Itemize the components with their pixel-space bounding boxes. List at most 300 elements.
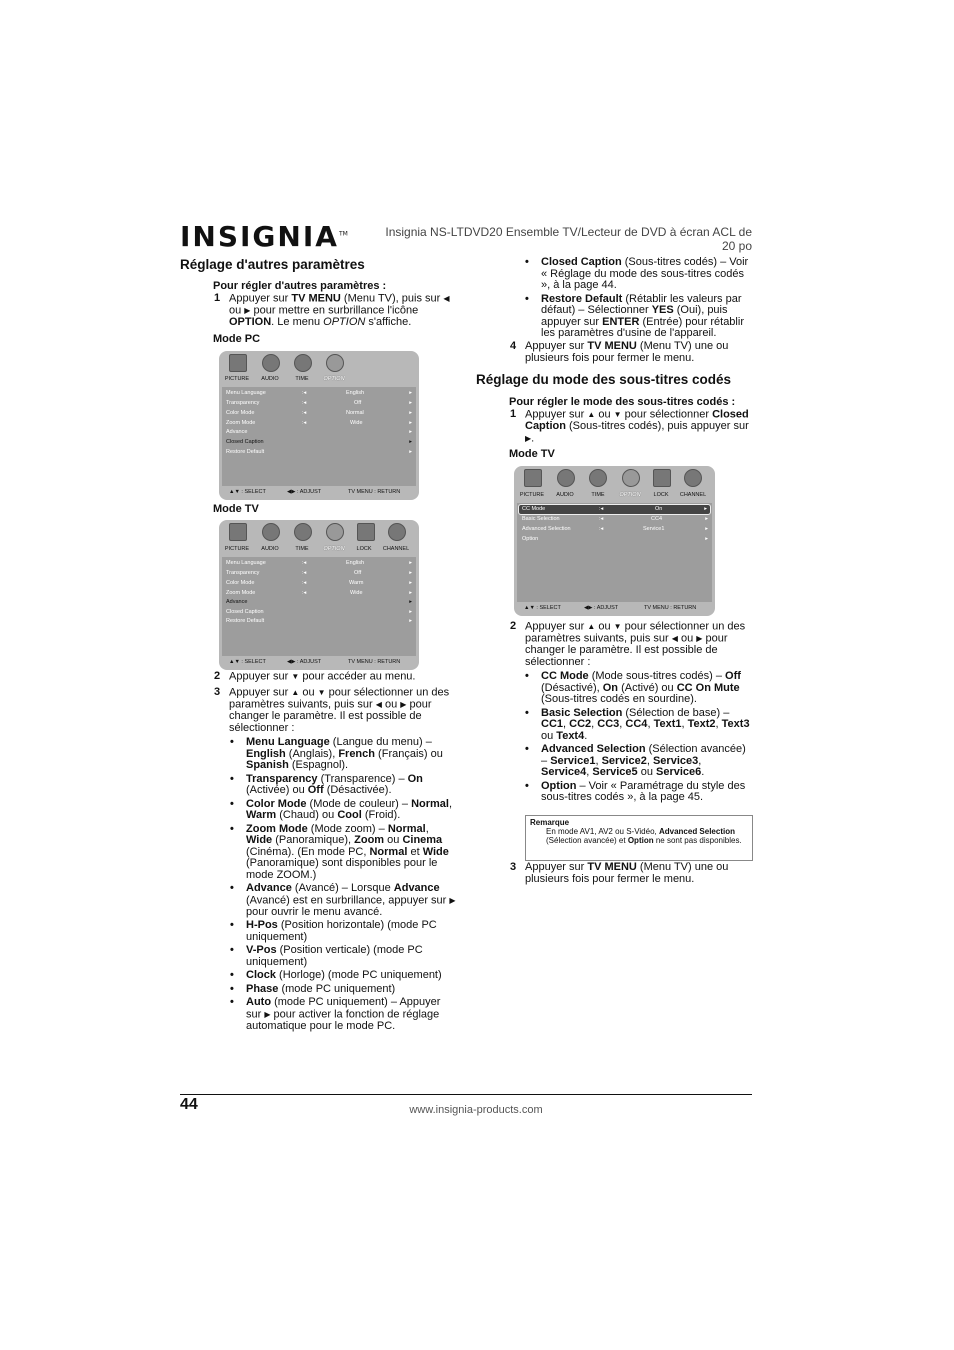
t: (Entrée) pour rétablir les paramètres d'usine de l'appareil. [541, 315, 744, 339]
osd-row: Restore Default ▸ [226, 618, 412, 624]
step-number: 1 [510, 408, 517, 420]
osd-row: Advanced Selection :◂ Service1 ▸ [522, 526, 708, 532]
t: (Désactivée). [323, 784, 392, 796]
t: ou [384, 834, 403, 846]
option-icon [622, 469, 640, 487]
list-item [246, 883, 458, 918]
t: Option [541, 779, 577, 792]
t: (Sous-titres codés en sourdine). [541, 693, 697, 705]
row-label: Restore Default [226, 449, 265, 455]
row-value: Warm [349, 580, 364, 586]
t: Service1 [550, 754, 596, 767]
osd-row: Closed Caption ▸ [226, 609, 412, 615]
t: Option [627, 836, 654, 845]
insignia-logo [180, 220, 348, 253]
t: Color Mode [246, 797, 307, 810]
page-header-title: Insignia NS-LTDVD20 Ensemble TV/Lecteur de DVD à écran ACL de 20 po [385, 225, 752, 253]
row-label: Closed Caption [226, 609, 264, 615]
list-item [541, 294, 751, 340]
t: , [715, 718, 722, 730]
t: Text1 [653, 718, 682, 730]
t: Appuyer sur [525, 340, 588, 352]
t: TV MENU [587, 861, 637, 873]
step-number: 3 [510, 861, 517, 873]
t: Basic Selection [541, 706, 623, 719]
t: OPTION [229, 316, 272, 329]
t: (Espagnol). [288, 759, 349, 771]
t: Appuyer sur [229, 670, 292, 683]
t: Phase [246, 982, 279, 995]
t: , [591, 718, 598, 730]
row-label: Transparency [226, 400, 260, 406]
osd-footer [219, 489, 419, 497]
step-number: 3 [214, 686, 221, 698]
t: , [698, 754, 702, 767]
list-item [541, 671, 751, 706]
t: pour activer la fonction de réglage automatique pour le mode PC. [246, 1008, 440, 1032]
t: et [407, 845, 423, 858]
t: , [595, 754, 602, 767]
footer-adjust: ◀▶ : ADJUST [584, 605, 619, 611]
t: ou [299, 686, 318, 699]
osd-row: Transparency :◂ Off ▸ [226, 570, 412, 576]
list-item [541, 257, 751, 292]
tab-time: TIME [295, 546, 309, 552]
osd-row: Menu Language :◂ English ▸ [226, 560, 412, 566]
osd-row: Option ▸ [522, 536, 708, 542]
t: ou [637, 766, 657, 778]
picture-icon [229, 523, 247, 541]
osd-menu-pc [219, 351, 419, 500]
tab-picture: PICTURE [224, 376, 250, 382]
time-icon [589, 469, 607, 487]
t: . Le menu [271, 316, 324, 329]
mode-pc-label: Mode PC [213, 333, 261, 345]
t: CC On Mute [676, 681, 740, 694]
list-item [246, 824, 458, 882]
t: , [448, 797, 453, 810]
t: ou [595, 620, 614, 633]
t: Text3 [721, 718, 750, 730]
t: Service3 [652, 754, 699, 767]
t: , [425, 822, 429, 835]
t: V-Pos [246, 944, 277, 957]
t: Normal [387, 822, 426, 835]
osd-footer [514, 605, 715, 613]
down-arrow-icon: ▼ [317, 688, 326, 697]
t: Zoom Mode [246, 822, 308, 835]
t: H-Pos [246, 919, 278, 932]
left-arrow-icon: ◀ [443, 294, 450, 303]
t: (Chaud) ou [276, 809, 338, 821]
tab-channel: CHANNEL [382, 546, 410, 552]
t: (Oui), puis appuyer sur [541, 304, 728, 328]
t: ou [677, 632, 697, 645]
t: ne sont pas disponibles. [653, 836, 742, 845]
t: , [619, 718, 626, 730]
picture-icon [229, 354, 247, 372]
t: Advance [246, 882, 292, 894]
footer-select: ▲▼ : SELECT [229, 659, 266, 665]
note-box [525, 815, 753, 861]
right-top-list [541, 257, 751, 342]
t: Wide [422, 845, 449, 858]
right-arrow-icon: ▶ [400, 700, 407, 710]
osd-tab-icons [219, 520, 419, 544]
t: (Sélection avancée) et [546, 836, 628, 845]
tab-picture: PICTURE [224, 546, 250, 552]
right-arrow-icon: ▶ [696, 634, 703, 644]
row-value: Wide [350, 420, 363, 426]
row-label: Color Mode [226, 410, 255, 416]
channel-icon [684, 469, 702, 487]
list-item [246, 984, 458, 996]
row-value: Off [354, 400, 362, 406]
t: Advanced Selection [658, 827, 735, 836]
row-label: Menu Language [226, 560, 266, 566]
t: (Rétablir les valeurs par défaut) – Sélectionner [541, 292, 742, 316]
t: TV MENU [291, 292, 341, 305]
list-item [246, 774, 458, 797]
audio-icon [262, 523, 280, 541]
tab-option: OPTION [323, 376, 345, 382]
t: Wide [246, 834, 273, 846]
t: Spanish [246, 759, 289, 771]
t: On [602, 681, 619, 694]
t: Appuyer sur [525, 861, 588, 873]
tab-option: OPTION [323, 546, 345, 552]
t: English [246, 747, 286, 760]
osd-row: Color Mode :◂ Warm ▸ [226, 580, 412, 586]
osd-row-selected: CC Mode :◂ On ▸ [519, 505, 710, 514]
tab-time: TIME [591, 492, 605, 498]
t: (Cinéma). (En mode PC, [246, 845, 370, 858]
down-arrow-icon: ▼ [613, 622, 622, 631]
t: (Activé) ou [618, 681, 677, 694]
row-label: Menu Language [226, 390, 266, 396]
right-arrow-icon: ▶ [449, 895, 456, 905]
t: Service2 [601, 754, 647, 767]
t: . [701, 766, 705, 778]
t: YES [651, 304, 674, 316]
audio-icon [557, 469, 575, 487]
list-item [246, 737, 458, 772]
t: Off [307, 784, 324, 796]
t: (Sous-titres codés), puis appuyer sur [565, 420, 749, 433]
option-icon [326, 523, 344, 541]
t: (Sélection de base) – [622, 706, 730, 719]
t: , [681, 718, 688, 730]
row-label: CC Mode [522, 506, 546, 512]
osd-row-selected: Advance ▸ [226, 599, 412, 605]
audio-icon [262, 354, 280, 372]
t: Restore Default [541, 292, 623, 305]
osd-row: Menu Language :◂ English ▸ [226, 390, 412, 396]
t: (Mode de couleur) – [306, 797, 412, 810]
lock-icon [653, 469, 671, 487]
t: pour changer le paramètre. Il est possible de sélectionner : [229, 698, 432, 734]
t: Normal [411, 797, 449, 810]
osd-row: Color Mode :◂ Normal ▸ [226, 410, 412, 416]
osd-row: Restore Default ▸ [226, 449, 412, 455]
t: Normal [369, 845, 408, 858]
t: (mode PC uniquement) [278, 982, 396, 995]
section-heading-other-settings: Réglage d'autres paramètres [180, 257, 365, 272]
t: Appuyer sur [525, 620, 588, 633]
row-value: Service1 [643, 526, 665, 532]
note-text [546, 827, 746, 845]
t: Text2 [687, 718, 716, 730]
osd-row: Advance ▸ [226, 429, 412, 435]
t: (Menu TV) une ou plusieurs fois pour fermer le menu. [525, 340, 729, 364]
footer-adjust: ◀▶ : ADJUST [287, 659, 322, 665]
t: (Panoramique) sont disponibles pour le mode ZOOM.) [246, 857, 438, 881]
t: Transparency [246, 772, 318, 785]
osd-footer [219, 659, 419, 667]
down-arrow-icon: ▼ [613, 410, 622, 419]
list-item [246, 945, 458, 968]
mode-tv-label: Mode TV [213, 503, 259, 515]
row-label: Zoom Mode [226, 420, 256, 426]
footer-return: TV MENU : RETURN [644, 605, 697, 611]
t: CC1 [541, 718, 564, 730]
t: Service4 [541, 766, 587, 778]
tab-audio: AUDIO [261, 546, 279, 552]
step-number: 2 [510, 620, 517, 632]
osd-row: Zoom Mode :◂ Wide ▸ [226, 420, 412, 426]
footer-select: ▲▼ : SELECT [229, 489, 266, 495]
osd-tab-icons [219, 351, 419, 375]
t: Closed Caption [525, 408, 749, 433]
t: Closed Caption [541, 256, 622, 268]
up-arrow-icon: ▲ [291, 688, 300, 697]
t: Auto [246, 996, 272, 1009]
subheading-other-settings: Pour régler d'autres paramètres : [213, 280, 387, 292]
row-value: On [655, 506, 663, 512]
t: (Avancé) est en surbrillance, appuyer sur [246, 894, 450, 907]
row-label: Transparency [226, 570, 260, 576]
tab-lock: LOCK [356, 546, 372, 552]
tab-audio: AUDIO [261, 376, 279, 382]
osd-tab-icons [514, 466, 715, 490]
t: pour sélectionner [621, 408, 713, 421]
row-label: Closed Caption [226, 439, 264, 445]
row-value: Off [354, 570, 362, 576]
list-item [246, 920, 458, 943]
t: , [586, 766, 593, 778]
t: (Français) ou [375, 747, 443, 760]
row-label: Zoom Mode [226, 590, 256, 596]
t: ou [229, 304, 245, 317]
t: Warm [246, 809, 277, 821]
t: (Panoramique), [272, 834, 355, 846]
row-value: Normal [346, 410, 364, 416]
t: On [407, 772, 423, 785]
t: OPTION [323, 316, 366, 329]
step-number: 4 [510, 340, 517, 352]
left-arrow-icon: ◀ [375, 700, 382, 710]
t: Menu Language [246, 736, 330, 748]
list-item [246, 799, 458, 822]
t: (Langue du menu) – [329, 736, 432, 748]
t: ENTER [602, 315, 640, 328]
list-item [246, 997, 458, 1032]
row-label: Advance [226, 599, 248, 605]
list-item [541, 708, 751, 743]
t: , [647, 718, 654, 730]
osd-panel [222, 387, 416, 486]
t: CC3 [597, 718, 620, 730]
step-number: 2 [214, 670, 221, 682]
right-step-4 [510, 340, 751, 364]
t: Service6 [656, 766, 702, 778]
t: s'affiche. [365, 316, 412, 329]
t: (Anglais), [285, 747, 339, 760]
list-item [541, 744, 751, 779]
osd-menu-closed-caption [514, 466, 715, 616]
right-step-3 [510, 861, 751, 885]
t: , [563, 718, 570, 730]
footer-rule [180, 1094, 752, 1095]
t: Off [725, 670, 741, 682]
t: (Horloge) (mode PC uniquement) [275, 969, 442, 982]
t: ou [595, 408, 614, 421]
t: Appuyer sur [229, 686, 292, 699]
subheading-closed-caption: Pour régler le mode des sous-titres codés : [509, 396, 736, 408]
t: TV MENU [587, 340, 637, 352]
t: CC2 [569, 718, 592, 730]
footer-select: ▲▼ : SELECT [524, 605, 561, 611]
list-item [541, 781, 751, 804]
t: Clock [246, 969, 276, 982]
tab-picture: PICTURE [519, 492, 545, 498]
t: (Mode sous-titres codés) – [588, 670, 726, 682]
row-label: Advanced Selection [522, 526, 571, 532]
right-cc-list [541, 671, 751, 806]
t: Zoom [354, 834, 385, 846]
t: En mode AV1, AV2 ou S-Vidéo, [546, 827, 659, 836]
t: (Désactivé), [541, 681, 603, 694]
page-number: 44 [180, 1096, 198, 1113]
time-icon [294, 523, 312, 541]
t: pour sélectionner un des paramètres suivants, puis sur [229, 686, 450, 711]
t: pour changer le paramètre. Il est possible de sélectionner : [525, 632, 728, 668]
osd-row-selected: Closed Caption ▸ [226, 439, 412, 445]
t: (mode PC uniquement) – Appuyer sur [246, 996, 441, 1021]
section-heading-closed-caption: Réglage du mode des sous-titres codés [476, 372, 732, 387]
t: – Voir « Paramétrage du style des sous-titres codés », à la page 45. [541, 779, 746, 803]
t: , [646, 754, 653, 767]
t: French [338, 747, 375, 760]
right-arrow-icon: ▶ [264, 1009, 271, 1019]
row-label: Basic Selection [522, 516, 560, 522]
up-arrow-icon: ▲ [587, 622, 596, 631]
t: Advanced Selection [541, 743, 646, 755]
t: (Activée) ou [246, 784, 308, 796]
option-icon [326, 354, 344, 372]
t: (Position horizontale) (mode PC uniquement) [246, 919, 437, 943]
left-step-3 [214, 686, 457, 734]
lock-icon [357, 523, 375, 541]
channel-icon [388, 523, 406, 541]
left-settings-list [246, 737, 458, 1034]
t: Service5 [592, 766, 638, 778]
osd-menu-tv [219, 520, 419, 670]
footer-return: TV MENU : RETURN [348, 489, 401, 495]
footer-url: www.insignia-products.com [409, 1104, 543, 1116]
picture-icon [524, 469, 542, 487]
osd-panel [517, 503, 712, 602]
right-mode-tv-label: Mode TV [509, 448, 555, 460]
tab-channel: CHANNEL [679, 492, 707, 498]
t: pour accéder au menu. [299, 670, 416, 683]
logo-text: INSIGNIA [180, 220, 339, 253]
footer-adjust: ◀▶ : ADJUST [287, 489, 322, 495]
t: (Menu TV) une ou plusieurs fois pour fermer le menu. [525, 861, 729, 885]
t: (Transparence) – [317, 772, 408, 785]
time-icon [294, 354, 312, 372]
osd-row: Zoom Mode :◂ Wide ▸ [226, 590, 412, 596]
t: pour mettre en surbrillance l'icône [250, 304, 419, 317]
t: (Froid). [361, 809, 401, 821]
t: Cool [337, 809, 362, 821]
tab-audio: AUDIO [556, 492, 574, 498]
t: Appuyer sur [525, 408, 588, 421]
t: (Avancé) – Lorsque [291, 882, 394, 894]
t: Cinema [402, 834, 443, 846]
t: (Position verticale) (mode PC uniquement) [246, 944, 423, 968]
t: pour sélectionner un des paramètres suivants, puis sur [525, 620, 746, 645]
left-step-1 [214, 292, 457, 329]
t: . [531, 432, 535, 445]
t: (Mode zoom) – [307, 822, 388, 835]
tab-lock: LOCK [653, 492, 669, 498]
t: (Sélection avancée) – [541, 743, 746, 767]
list-item [246, 970, 458, 982]
tab-option: OPTION [619, 492, 641, 498]
left-step-2 [214, 670, 457, 683]
right-arrow-icon: ▶ [525, 433, 532, 443]
t: (Menu TV), puis sur [340, 292, 444, 305]
t: ou [541, 729, 557, 742]
row-label: Advance [226, 429, 248, 435]
t: Appuyer sur [229, 292, 292, 305]
right-step-1 [510, 408, 751, 445]
t: pour ouvrir le menu avancé. [246, 905, 383, 918]
t: Text4 [556, 729, 585, 742]
row-value: CC4 [651, 516, 663, 522]
down-arrow-icon: ▼ [291, 672, 300, 681]
t: . [584, 729, 588, 742]
t: CC Mode [541, 670, 589, 682]
left-arrow-icon: ◀ [671, 634, 678, 644]
tab-time: TIME [295, 376, 309, 382]
right-step-2 [510, 620, 751, 668]
osd-row: Transparency :◂ Off ▸ [226, 400, 412, 406]
osd-panel [222, 557, 416, 656]
row-label: Color Mode [226, 580, 255, 586]
t: CC4 [625, 718, 648, 730]
right-arrow-icon: ▶ [244, 306, 251, 316]
row-label: Restore Default [226, 618, 265, 624]
osd-row: Basic Selection :◂ CC4 ▸ [522, 516, 708, 522]
row-value: Wide [350, 590, 363, 596]
up-arrow-icon: ▲ [587, 410, 596, 419]
row-value: English [346, 560, 365, 566]
t: (Sous-titres codés) – Voir « Réglage du mode des sous-titres codés », à la page 44. [541, 256, 749, 291]
note-title: Remarque [530, 818, 570, 827]
row-label: Option [522, 536, 539, 542]
